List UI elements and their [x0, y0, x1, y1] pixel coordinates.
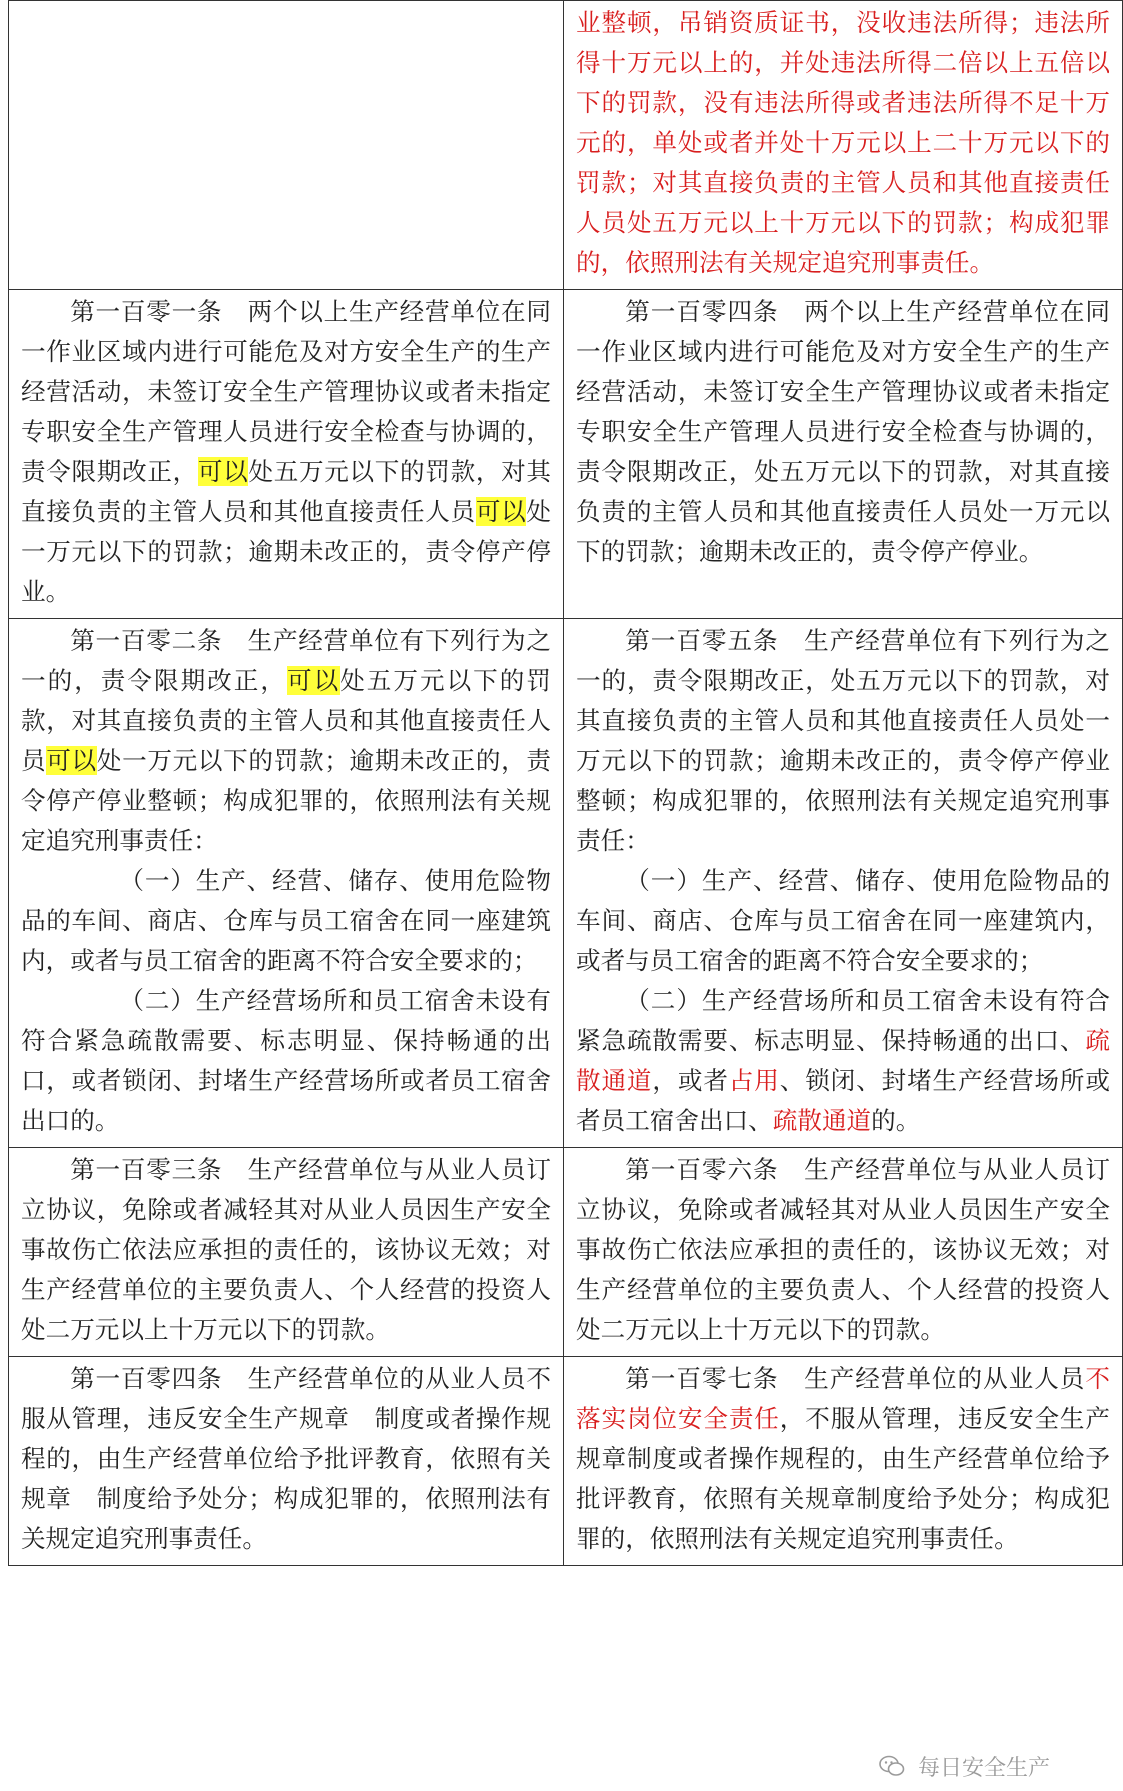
new-article-cell: [564, 1, 1123, 290]
article-text: 第一百零三条 生产经营单位与从业人员订立协议，免除或者减轻其对从业人员因生产安全事故伤亡依法应承担的责任的，该协议无效；对生产经营单位的主要负责人、个人经营的投资人处二万元以上十万元以下的罚款。: [21, 1155, 551, 1344]
article-text: 处五万元以下的罚款，对其直接负责的主管人员和其他直接责任人员: [21, 457, 551, 526]
table-row: [9, 290, 1123, 619]
comparison-document: [8, 0, 1110, 1566]
article-paragraph: [21, 621, 551, 861]
table-row: [9, 1, 1123, 290]
article-text: ，或者: [652, 1066, 729, 1095]
article-text: （一）生产、经营、储存、使用危险物品的车间、商店、仓库与员工宿舍在同一座建筑内，或者与员工宿舍的距离不符合安全要求的；: [576, 866, 1110, 975]
article-text: 第一百零四条 两个以上生产经营单位在同一作业区域内进行可能危及对方安全生产的生产经营活动，未签订安全生产管理协议或者未指定专职安全生产管理人员进行安全检查与协调的，责令限期改正，处五万元以下的罚款，对其直接负责的主管人员和其他直接责任人员处一万元以下的罚款；逾期未改正的，责令停产停业。: [576, 297, 1110, 566]
article-text: 处五万元以下的罚款，对其直接负责的主管人员和其他直接责任人员: [21, 666, 551, 775]
article-text: 第一百零四条 生产经营单位的从业人员不服从管理，违反安全生产规章 制度或者操作规程的，由生产经营单位给予批评教育，依照有关规章 制度给予处分；构成犯罪的，依照刑法有关规定追究刑事责任。: [21, 1364, 551, 1553]
old-article-cell: [9, 290, 564, 619]
watermark-text: 每日安全生产: [917, 1756, 1050, 1781]
amended-text: 疏散通道: [576, 1026, 1110, 1095]
article-text: ，不服从管理，违反安全生产规章制度或者操作规程的，由生产经营单位给予批评教育，依照有关规章制度给予处分；构成犯罪的，依照刑法有关规定追究刑事责任。: [576, 1404, 1110, 1553]
article-paragraph: [576, 3, 1110, 283]
amended-text: 疏散通道: [772, 1106, 872, 1135]
article-text: 处一万元以下的罚款；逾期未改正的，责令停产停业。: [21, 497, 551, 606]
comparison-table: [8, 0, 1123, 1566]
article-text: 第一百零五条 生产经营单位有下列行为之一的，责令限期改正，处五万元以下的罚款，对其直接负责的主管人员和其他直接责任人员处一万元以下的罚款；逾期未改正的，责令停产停业整顿；构成犯罪的，依照刑法有关规定追究刑事责任：: [576, 626, 1110, 855]
article-paragraph: [576, 861, 1110, 981]
article-paragraph: [21, 292, 551, 612]
article-text: （一）生产、经营、储存、使用危险物品的车间、商店、仓库与员工宿舍在同一座建筑内，或者与员工宿舍的距离不符合安全要求的；: [21, 866, 551, 975]
table-row: [9, 619, 1123, 1148]
article-text: （二）生产经营场所和员工宿舍未设有符合紧急疏散需要、标志明显、保持畅通的出口，或者锁闭、封堵生产经营场所或者员工宿舍出口的。: [21, 986, 551, 1135]
article-text: 第一百零六条 生产经营单位与从业人员订立协议，免除或者减轻其对从业人员因生产安全事故伤亡依法应承担的责任的，该协议无效；对生产经营单位的主要负责人、个人经营的投资人处二万元以上十万元以下的罚款。: [576, 1155, 1110, 1344]
amended-text: 占用: [728, 1066, 780, 1095]
article-text: 处一万元以下的罚款；逾期未改正的，责令停产停业整顿；构成犯罪的，依照刑法有关规定追究刑事责任：: [21, 746, 551, 855]
article-paragraph: [21, 1359, 551, 1559]
old-article-cell: [9, 1, 564, 290]
article-paragraph: [21, 861, 551, 981]
new-article-cell: [564, 1357, 1123, 1566]
article-paragraph: [576, 621, 1110, 861]
highlighted-text: 可以: [46, 746, 97, 775]
old-article-cell: [9, 1148, 564, 1357]
article-text: （二）生产经营场所和员工宿舍未设有符合紧急疏散需要、标志明显、保持畅通的出口、: [576, 986, 1110, 1055]
table-row: [9, 1148, 1123, 1357]
watermark: [879, 1751, 1050, 1783]
article-paragraph: [576, 292, 1110, 572]
article-paragraph: [21, 1150, 551, 1350]
article-text: 第一百零二条 生产经营单位有下列行为之一的，责令限期改正，: [21, 626, 551, 695]
highlighted-text: 可以: [197, 457, 249, 486]
article-paragraph: [21, 981, 551, 1141]
highlighted-text: 可以: [286, 666, 341, 695]
article-text: 、锁闭、封堵生产经营场所或者员工宿舍出口、: [576, 1066, 1110, 1135]
amended-text: 业整顿，吊销资质证书，没收违法所得；违法所得十万元以上的，并处违法所得二倍以上五倍以下的罚款，没有违法所得或者违法所得不足十万元的，单处或者并处十万元以上二十万元以下的罚款；对其直接负责的主管人员和其他直接责任人员处五万元以上十万元以下的罚款；构成犯罪的，依照刑法有关规定追究刑事责任。: [576, 8, 1110, 277]
highlighted-text: 可以: [475, 497, 527, 526]
new-article-cell: [564, 1148, 1123, 1357]
wechat-icon: [879, 1755, 905, 1783]
old-article-cell: [9, 1357, 564, 1566]
amended-text: 不落实岗位安全责任: [576, 1364, 1110, 1433]
article-paragraph: [576, 1359, 1110, 1559]
article-paragraph: [576, 981, 1110, 1141]
article-paragraph: [576, 1150, 1110, 1350]
old-article-cell: [9, 619, 564, 1148]
table-row: [9, 1357, 1123, 1566]
article-text: 的。: [871, 1106, 921, 1135]
new-article-cell: [564, 619, 1123, 1148]
article-text: 第一百零一条 两个以上生产经营单位在同一作业区域内进行可能危及对方安全生产的生产经营活动，未签订安全生产管理协议或者未指定专职安全生产管理人员进行安全检查与协调的，责令限期改正，: [21, 297, 551, 486]
article-text: 第一百零七条 生产经营单位的从业人员: [625, 1364, 1086, 1393]
new-article-cell: [564, 290, 1123, 619]
